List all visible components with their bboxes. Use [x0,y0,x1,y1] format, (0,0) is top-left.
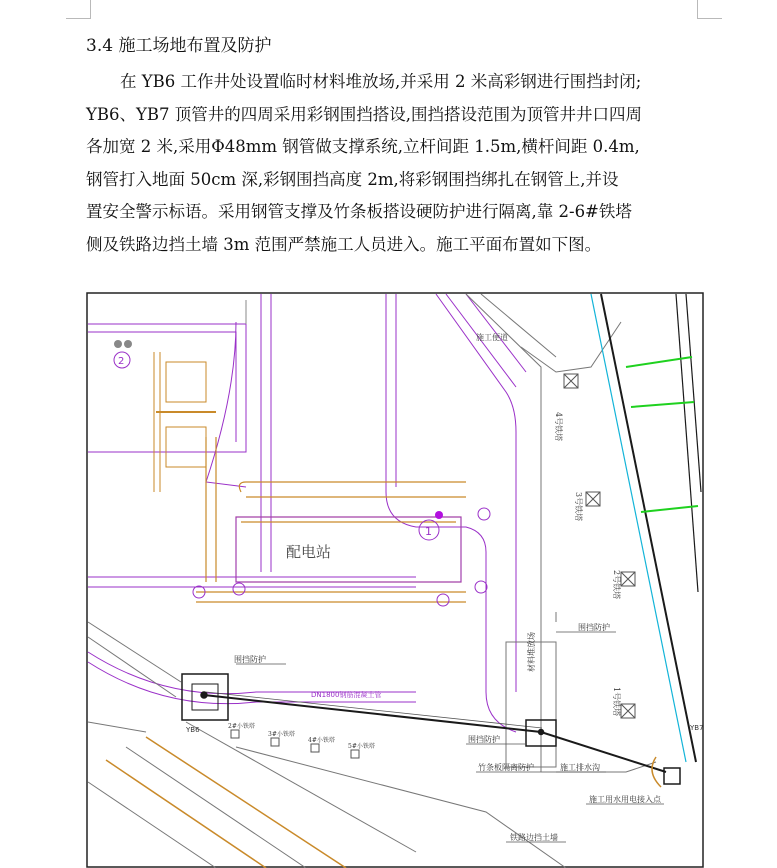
small-tower-label: 5#小铁塔 [348,743,375,750]
small-tower-label: 4#小铁塔 [308,737,335,744]
gray-dot [124,340,132,348]
gray-dot [114,340,122,348]
tower-3-label: 3号铁塔 [574,492,583,522]
power-entry-label: 施工用水用电接入点 [589,795,661,804]
paragraph-line: YB6、YB7 顶管井的四周采用彩钢围挡搭设,围挡搭设范围为顶管井井口四周 [86,104,643,124]
marker-circle-2-label: 2 [118,356,125,367]
fence-right-label: 围挡防护 [578,623,610,632]
paragraph-line: 各加宽 2 米,采用Φ48mm 钢管做支撑系统,立杆间距 1.5m,横杆间距 0.4m, [86,137,640,156]
yb6-label: YB6 [186,726,200,734]
paragraph-line: 置安全警示标语。采用钢管支撑及竹条板搭设硬防护进行隔离,靠 2-6#铁塔 [86,202,632,221]
paragraph-line: 钢管打入地面 50cm 深,彩钢围挡高度 2m,将彩钢围挡绑扎在钢管上,并设 [86,169,619,189]
small-tower-label: 2#小铁塔 [228,723,255,730]
paragraph-line: 在 YB6 工作井处设置临时材料堆放场,并采用 2 米高彩钢进行围挡封闭; [120,72,642,91]
tower-4-label: 4号铁塔 [554,412,563,442]
material-yard-label: 材料堆放场 [527,632,536,672]
magenta-dot [435,511,443,519]
site-layout-drawing [86,292,704,868]
pipe-spec-label: DN1800钢筋混凝土管 [311,691,382,699]
tower-2-label: 2号铁塔 [612,570,621,600]
small-tower-label: 3#小铁塔 [268,731,295,738]
substation-label: 配电站 [286,543,332,561]
section-heading: 3.4 施工场地布置及防护 [86,36,272,56]
bamboo-guard-label: 竹条板隔离防护 [478,763,534,772]
yb7-label: YB7 [690,724,704,732]
page-corner-mark-left [66,0,91,19]
paragraph-line: 侧及铁路边挡土墙 3m 范围严禁施工人员进入。施工平面布置如下图。 [86,234,602,254]
marker-circle-1-label: 1 [425,525,432,538]
body-paragraph [86,66,698,261]
drawing-frame [87,293,703,867]
page-corner-mark-right [697,0,722,19]
tower-1-label: 1号铁塔 [612,687,621,717]
construction-road-label: 施工便道 [476,333,508,342]
fence-left-label: 围挡防护 [234,655,266,664]
fence-bottom-label: 围挡防护 [468,735,500,744]
retaining-wall-label: 铁路边挡土墙 [510,833,558,842]
drainage-label: 施工排水沟 [560,763,600,772]
